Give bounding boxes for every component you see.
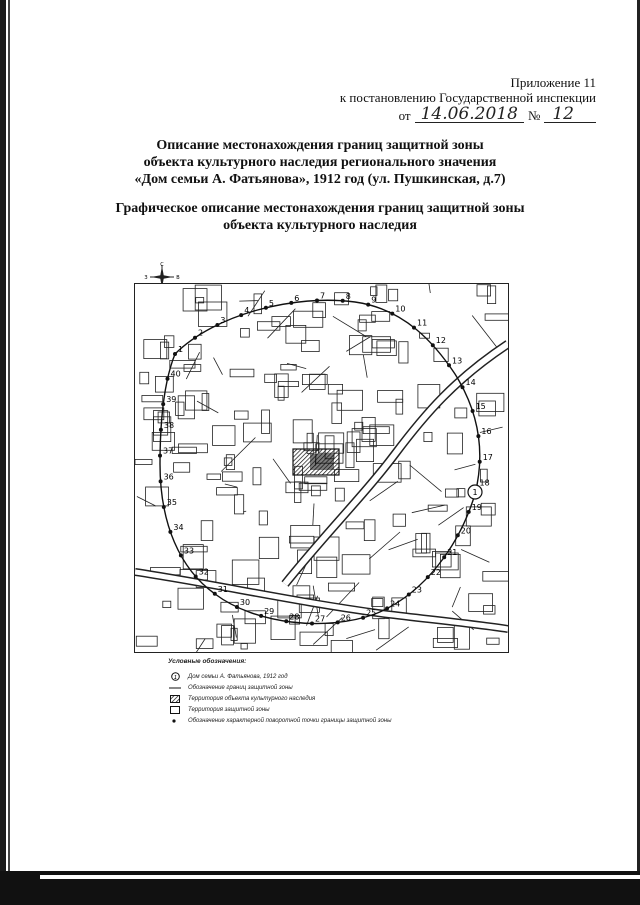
legend-label: Территория защитной зоны: [188, 706, 270, 713]
boundary-point-label: 29: [264, 606, 275, 616]
boundary-point: [235, 605, 239, 609]
scan-edge-left-inner: [8, 0, 10, 905]
building-outline: [196, 639, 213, 649]
building-outline: [376, 285, 387, 302]
boundary-point-label: 19: [471, 502, 482, 512]
building-outline: [447, 433, 462, 454]
lot-line: [369, 532, 400, 559]
document-subtitle: [110, 200, 530, 234]
boundary-point: [168, 530, 172, 534]
date-prefix: от: [398, 108, 411, 123]
boundary-point: [478, 460, 482, 464]
boundary-point: [412, 326, 416, 330]
building-outline: [372, 599, 383, 607]
building-outline: [337, 390, 362, 410]
legend-row: [168, 693, 392, 704]
legend-label: Дом семьи А. Фатьянова, 1912 год: [188, 673, 288, 680]
building-outline: [244, 423, 272, 442]
boundary-point: [471, 409, 475, 413]
boundary-point-label: 26: [340, 613, 351, 623]
lot-line: [346, 337, 370, 352]
building-outline: [202, 394, 209, 411]
boundary-point: [426, 575, 430, 579]
building-outline: [278, 386, 284, 400]
heritage-object-marker-label: 1: [472, 488, 478, 497]
boundary-point-label: 40: [170, 369, 181, 379]
boundary-point: [447, 363, 451, 367]
boundary-point-label: 22: [430, 568, 441, 578]
lot-line: [197, 401, 218, 413]
building-outline: [422, 533, 430, 553]
building-outline: [378, 391, 403, 403]
boundary-point: [159, 428, 163, 432]
boundary-point: [407, 593, 411, 597]
boundary-point: [461, 385, 465, 389]
building-outline: [379, 619, 389, 639]
lot-line: [287, 363, 306, 368]
boundary-point: [173, 352, 177, 356]
boundary-point-label: 13: [452, 356, 463, 366]
boundary-point: [259, 614, 263, 618]
building-outline: [484, 606, 496, 615]
boundary-point: [239, 313, 243, 317]
boundary-point: [385, 606, 389, 610]
building-outline: [349, 336, 371, 355]
boundary-point-label: 12: [435, 336, 446, 346]
building-outline: [469, 594, 493, 612]
boundary-point-label: 32: [198, 567, 209, 577]
building-outline: [241, 644, 247, 650]
boundary-point-label: 14: [465, 378, 476, 388]
boundary-point-label: 2: [198, 328, 204, 338]
lot-line: [273, 459, 291, 484]
building-outline: [217, 488, 238, 495]
boundary-point: [194, 575, 198, 579]
building-outline: [235, 495, 244, 514]
lot-line: [313, 504, 314, 526]
building-outline: [416, 534, 427, 554]
appendix-header: [340, 75, 596, 123]
map-legend: [168, 658, 392, 726]
building-outline: [289, 536, 313, 543]
boundary-point: [215, 323, 219, 327]
compass-north: С: [160, 262, 164, 268]
boundary-point-label: 27: [315, 614, 326, 624]
building-outline: [393, 514, 405, 526]
building-outline: [372, 312, 390, 322]
legend-row: [168, 715, 392, 726]
boundary-point: [159, 479, 163, 483]
boundary-point: [315, 299, 319, 303]
boundary-point-label: 20: [460, 526, 471, 536]
lot-line: [214, 358, 223, 375]
handwritten-number: 12: [544, 106, 596, 123]
boundary-point-label: 34: [173, 522, 184, 532]
building-outline: [299, 483, 327, 490]
boundary-point-label: 6: [294, 293, 300, 303]
legend-label: Территория объекта культурного наследия: [188, 695, 316, 702]
scan-bottom-edge: [0, 871, 640, 905]
lot-line: [452, 587, 460, 607]
building-outline: [241, 329, 250, 338]
boundary-point: [476, 434, 480, 438]
boundary-point: [179, 553, 183, 557]
building-outline: [346, 522, 364, 529]
building-outline: [389, 289, 398, 301]
building-outline: [295, 482, 301, 503]
boundary-point-label: 25: [366, 608, 377, 618]
building-outline: [477, 285, 491, 296]
title-line-1: Описание местонахождения границ защитной зоны: [156, 138, 484, 153]
boundary-point-label: 30: [239, 598, 251, 607]
building-outline: [364, 520, 375, 541]
building-outline: [300, 632, 327, 645]
building-outline: [399, 342, 408, 363]
appendix-date-line: [340, 106, 596, 123]
lot-line: [410, 465, 442, 492]
legend-row: [168, 671, 392, 682]
building-outline: [438, 627, 454, 642]
boundary-point: [467, 510, 471, 514]
map-drawing: [135, 284, 508, 652]
boundary-point-label: 39: [166, 395, 177, 405]
building-outline: [331, 640, 352, 652]
boundary-point: [289, 301, 293, 305]
building-outline: [454, 625, 469, 649]
building-outline: [313, 303, 326, 318]
boundary-point-label: 35: [166, 498, 177, 507]
lot-line: [455, 464, 476, 470]
boundary-point-label: 15: [475, 402, 486, 411]
legend-label: Обозначение характерной поворотной точки границы защитной зоны: [188, 717, 392, 724]
building-outline: [201, 521, 213, 541]
boundary-point: [310, 622, 314, 626]
hatched-area-icon: [168, 695, 182, 703]
legend-title: Условные обозначения:: [168, 658, 247, 665]
numbered-circle-icon: [168, 672, 182, 681]
subtitle-line-2: объекта культурного наследия: [223, 218, 417, 233]
point-dot-icon: [168, 718, 182, 724]
building-outline: [342, 555, 370, 574]
building-outline: [335, 488, 344, 501]
building-outline: [294, 311, 323, 327]
lot-line: [346, 630, 375, 639]
boundary-point: [193, 336, 197, 340]
building-outline: [487, 286, 495, 304]
building-outline: [176, 402, 184, 415]
building-outline: [357, 439, 374, 461]
boundary-point-label: 3: [220, 316, 226, 325]
boundary-line-icon: [168, 686, 182, 690]
boundary-point-label: 18: [479, 478, 490, 488]
building-outline: [455, 408, 467, 418]
building-outline: [485, 314, 508, 320]
boundary-point-label: 31: [217, 584, 228, 594]
lot-line: [428, 284, 430, 293]
boundary-point: [158, 454, 162, 458]
empty-box-icon: [168, 706, 182, 714]
scan-edge-left: [0, 0, 6, 905]
building-outline: [328, 384, 342, 394]
building-outline: [259, 537, 278, 558]
building-outline: [302, 340, 320, 351]
title-line-2: объекта культурного наследия регионального значения: [143, 155, 497, 170]
document-title: [110, 137, 530, 188]
boundary-point-label: 7: [320, 291, 326, 301]
building-outline: [164, 336, 174, 348]
handwritten-date: 14.06.2018: [415, 106, 524, 123]
boundary-point-label: 17: [482, 452, 493, 462]
scan-bottom-edge-line: [40, 875, 640, 879]
boundary-point: [456, 533, 460, 537]
boundary-point-label: 36: [163, 472, 174, 482]
building-outline: [445, 489, 458, 497]
boundary-point-label: 8: [345, 291, 351, 301]
legend-row: [168, 704, 392, 715]
building-outline: [362, 417, 375, 441]
building-outline: [328, 583, 354, 591]
building-outline: [163, 601, 171, 607]
boundary-point: [442, 555, 446, 559]
building-outline: [140, 372, 149, 384]
compass-west: З: [144, 275, 148, 281]
boundary-point: [161, 402, 165, 406]
boundary-point: [361, 616, 365, 620]
building-outline: [352, 429, 376, 447]
building-outline: [136, 636, 157, 646]
building-outline: [207, 474, 221, 479]
appendix-resolution-ref: к постановлению Государственной инспекции: [339, 90, 596, 105]
building-outline: [146, 487, 169, 506]
building-outline: [174, 463, 190, 473]
building-outline: [230, 369, 254, 377]
boundary-point: [431, 343, 435, 347]
building-outline: [189, 344, 202, 359]
building-outline: [217, 624, 232, 637]
lot-line: [461, 550, 489, 563]
boundary-point-label: 16: [481, 427, 492, 437]
legend-row: [168, 682, 392, 693]
compass-east: В: [176, 275, 180, 281]
lot-line: [389, 539, 418, 550]
boundary-point-label: 37: [163, 446, 174, 456]
building-outline: [483, 572, 508, 582]
heritage-object-core: [310, 454, 334, 470]
building-outline: [142, 396, 163, 402]
boundary-point-label: 1: [178, 345, 184, 354]
building-outline: [179, 444, 208, 453]
boundary-point-label: 28: [289, 612, 300, 622]
building-outline: [293, 420, 312, 443]
building-outline: [222, 472, 242, 481]
boundary-point: [284, 619, 288, 623]
number-prefix: №: [527, 108, 541, 123]
building-outline: [259, 511, 267, 525]
boundary-point-label: 4: [244, 306, 250, 316]
subtitle-line-1: Графическое описание местонахождения границ защитной зоны: [115, 201, 525, 216]
boundary-point-label: 10: [395, 304, 406, 314]
building-outline: [262, 410, 270, 434]
building-outline: [312, 486, 321, 496]
building-outline: [232, 560, 259, 584]
lot-line: [438, 508, 463, 526]
svg-text:1: 1: [173, 675, 177, 681]
building-outline: [155, 376, 173, 392]
building-outline: [481, 503, 495, 515]
building-outline: [178, 588, 203, 609]
building-outline: [234, 411, 248, 419]
boundary-point: [213, 592, 217, 596]
boundary-point-label: 33: [183, 546, 195, 556]
boundary-point: [366, 303, 370, 307]
boundary-point-label: 5: [268, 298, 274, 308]
building-outline: [213, 426, 236, 446]
boundary-point: [390, 312, 394, 316]
lot-line: [137, 497, 156, 507]
boundary-point: [336, 620, 340, 624]
boundary-point: [166, 377, 170, 381]
appendix-number: Приложение 11: [510, 75, 596, 90]
building-outline: [310, 374, 326, 389]
boundary-point-label: 9: [371, 295, 377, 305]
lot-line: [239, 301, 258, 302]
boundary-point: [264, 306, 268, 310]
building-outline: [253, 468, 261, 485]
lot-line: [225, 484, 237, 487]
boundary-point-label: 23: [411, 585, 422, 595]
building-outline: [135, 459, 152, 464]
boundary-point: [341, 299, 345, 303]
building-outline: [424, 432, 432, 441]
boundary-point-label: 11: [417, 318, 428, 328]
boundary-point: [162, 505, 166, 509]
building-outline: [487, 638, 499, 644]
building-outline: [396, 399, 403, 414]
legend-label: Обозначение границ защитной зоны: [188, 684, 293, 691]
protection-zone-map: [134, 283, 509, 653]
boundary-point-label: 24: [390, 599, 401, 609]
lot-line: [333, 316, 366, 336]
lot-line: [363, 355, 367, 378]
building-outline: [433, 638, 457, 647]
boundary-point-label: 21: [447, 548, 458, 558]
boundary-point-label: 38: [163, 420, 175, 430]
title-line-3: «Дом семьи А. Фатьянова», 1912 год (ул. Пушкинская, д.7): [134, 172, 506, 187]
